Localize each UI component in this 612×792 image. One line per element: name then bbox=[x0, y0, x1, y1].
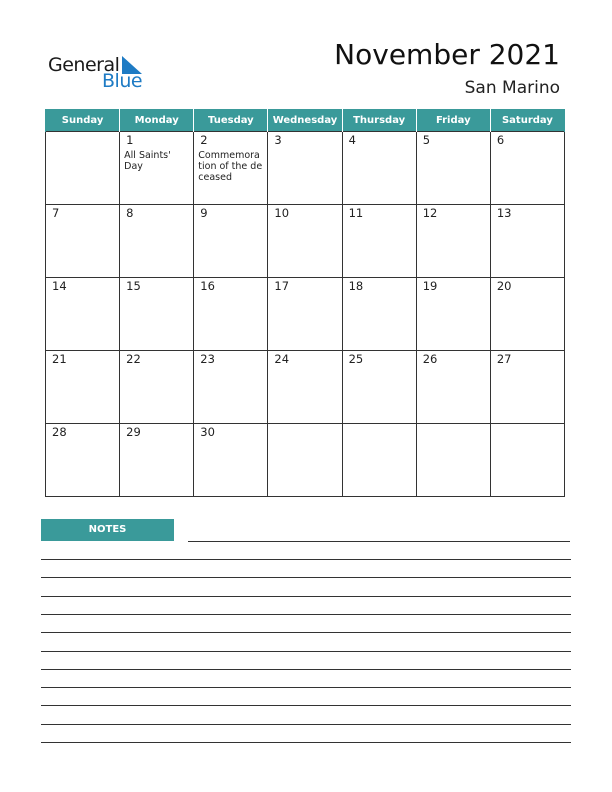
day-cell bbox=[194, 424, 268, 497]
day-number: 19 bbox=[422, 279, 438, 293]
day-cell bbox=[490, 132, 564, 205]
day-cell bbox=[416, 278, 490, 351]
weekday-monday: Monday bbox=[120, 109, 194, 132]
day-cell bbox=[120, 351, 194, 424]
day-number: 28 bbox=[52, 425, 67, 439]
day-number: 7 bbox=[52, 206, 60, 220]
day-number: 29 bbox=[126, 425, 141, 439]
day-number: 12 bbox=[422, 206, 438, 220]
note-line bbox=[41, 559, 571, 560]
day-number: 22 bbox=[126, 352, 141, 366]
note-line bbox=[41, 705, 571, 706]
note-line bbox=[41, 614, 571, 615]
day-number: 8 bbox=[126, 206, 134, 220]
day-cell bbox=[194, 278, 268, 351]
day-number: 1 bbox=[126, 133, 134, 147]
day-cell bbox=[268, 132, 342, 205]
weekday-friday: Friday bbox=[416, 109, 490, 132]
weekday-sunday: Sunday bbox=[46, 109, 120, 132]
day-cell bbox=[342, 351, 416, 424]
day-cell bbox=[268, 205, 342, 278]
day-number: 16 bbox=[200, 279, 215, 293]
day-cell bbox=[490, 278, 564, 351]
day-number: 13 bbox=[496, 206, 512, 220]
notes-label: NOTES bbox=[41, 519, 174, 541]
day-number: 15 bbox=[126, 279, 141, 293]
day-cell bbox=[194, 205, 268, 278]
country-name: San Marino bbox=[464, 78, 560, 98]
day-cell bbox=[416, 132, 490, 205]
note-line bbox=[188, 541, 570, 542]
logo-text-blue: Blue bbox=[102, 70, 143, 92]
day-cell bbox=[490, 424, 564, 497]
logo bbox=[48, 52, 158, 92]
day-cell bbox=[46, 278, 120, 351]
day-cell bbox=[46, 132, 120, 205]
day-cell bbox=[120, 205, 194, 278]
day-cell bbox=[120, 132, 194, 205]
day-cell bbox=[46, 424, 120, 497]
week-row bbox=[46, 205, 565, 278]
weekday-header-row bbox=[46, 109, 565, 132]
day-cell bbox=[490, 205, 564, 278]
day-number: 11 bbox=[348, 206, 364, 220]
day-number: 6 bbox=[496, 133, 505, 147]
week-row bbox=[46, 278, 565, 351]
note-line bbox=[41, 742, 571, 743]
week-row bbox=[46, 351, 565, 424]
day-number bbox=[268, 424, 341, 426]
day-number: 24 bbox=[274, 352, 290, 366]
day-cell bbox=[342, 205, 416, 278]
note-line bbox=[41, 669, 571, 670]
day-number: 10 bbox=[274, 206, 290, 220]
day-number bbox=[343, 424, 416, 426]
note-line bbox=[41, 596, 571, 597]
day-cell bbox=[342, 132, 416, 205]
day-cell bbox=[120, 424, 194, 497]
day-cell bbox=[120, 278, 194, 351]
day-cell bbox=[416, 424, 490, 497]
day-number: 17 bbox=[274, 279, 290, 293]
day-number: 20 bbox=[496, 279, 512, 293]
day-number: 25 bbox=[348, 352, 364, 366]
calendar-grid bbox=[45, 109, 565, 497]
day-cell bbox=[490, 351, 564, 424]
day-number: 14 bbox=[52, 279, 67, 293]
day-number: 18 bbox=[348, 279, 364, 293]
logo-text-general: General bbox=[48, 54, 120, 76]
day-cell bbox=[342, 278, 416, 351]
day-cell bbox=[268, 278, 342, 351]
week-row bbox=[46, 132, 565, 205]
day-number: 21 bbox=[52, 352, 67, 366]
day-cell bbox=[342, 424, 416, 497]
day-cell bbox=[416, 351, 490, 424]
note-line bbox=[41, 724, 571, 725]
note-line bbox=[41, 577, 571, 578]
day-cell bbox=[268, 424, 342, 497]
day-cell bbox=[268, 351, 342, 424]
day-number: 2 bbox=[200, 133, 208, 147]
day-number: 5 bbox=[422, 133, 431, 147]
day-cell bbox=[46, 205, 120, 278]
day-number bbox=[46, 132, 119, 134]
day-cell bbox=[194, 132, 268, 205]
weekday-tuesday: Tuesday bbox=[194, 109, 268, 132]
day-number: 26 bbox=[422, 352, 438, 366]
day-cell bbox=[416, 205, 490, 278]
day-number: 30 bbox=[200, 425, 215, 439]
day-number: 27 bbox=[496, 352, 512, 366]
note-line bbox=[41, 687, 571, 688]
note-line bbox=[41, 632, 571, 633]
weekday-wednesday: Wednesday bbox=[268, 109, 342, 132]
holiday-label: All Saints' Day bbox=[124, 150, 171, 172]
day-number: 9 bbox=[200, 206, 208, 220]
holiday-label: Commemoration of the deceased bbox=[198, 150, 263, 183]
note-line bbox=[41, 651, 571, 652]
day-number bbox=[491, 424, 564, 426]
day-cell bbox=[194, 351, 268, 424]
day-number: 4 bbox=[348, 133, 356, 147]
day-number bbox=[417, 424, 490, 426]
week-row bbox=[46, 424, 565, 497]
day-number: 3 bbox=[274, 133, 282, 147]
weekday-saturday: Saturday bbox=[490, 109, 564, 132]
day-number: 23 bbox=[200, 352, 215, 366]
day-cell bbox=[46, 351, 120, 424]
calendar-title: November 2021 bbox=[334, 38, 560, 71]
weekday-thursday: Thursday bbox=[342, 109, 416, 132]
